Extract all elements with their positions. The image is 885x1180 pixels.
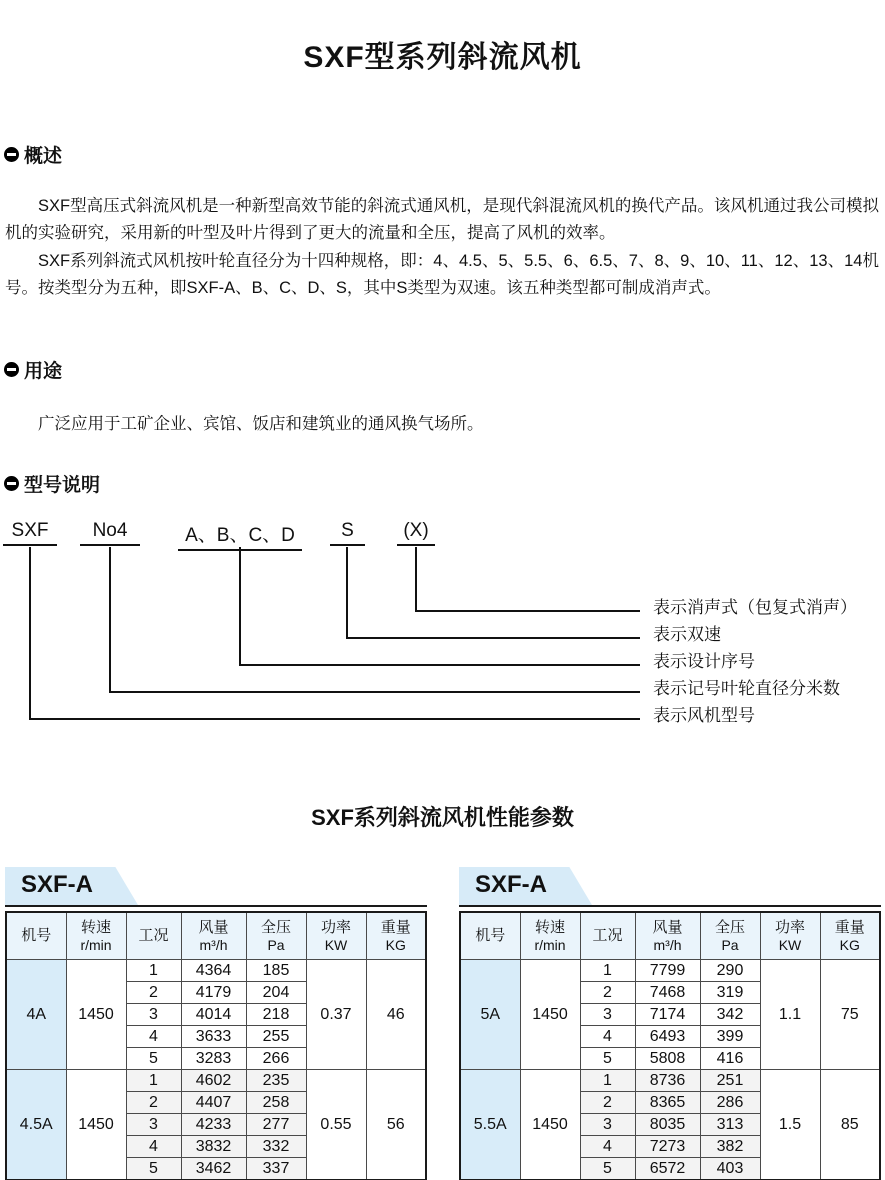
performance-title: SXF系列斜流风机性能参数	[311, 805, 574, 831]
weight-cell: 56	[366, 1070, 426, 1180]
header-row	[6, 912, 426, 960]
performance-table	[5, 911, 427, 1180]
pressure-cell: 290	[700, 960, 760, 982]
flow-cell: 4407	[181, 1092, 246, 1114]
diagram-vline	[415, 547, 417, 611]
col-header-condition: 工况	[580, 912, 635, 960]
section-heading-label: 用途	[24, 361, 63, 382]
diagram-vline	[239, 547, 241, 665]
col-header-speed: 转速 r/min	[520, 912, 580, 960]
pressure-cell: 235	[246, 1070, 306, 1092]
flow-cell: 4602	[181, 1070, 246, 1092]
condition-cell: 1	[126, 1070, 181, 1092]
flow-cell: 7174	[635, 1004, 700, 1026]
flow-cell: 8365	[635, 1092, 700, 1114]
condition-cell: 3	[580, 1004, 635, 1026]
flow-cell: 3633	[181, 1026, 246, 1048]
section-heading-model	[4, 470, 100, 497]
model-token-speed: S	[330, 520, 365, 546]
col-header-condition: 工况	[126, 912, 181, 960]
pressure-cell: 332	[246, 1136, 306, 1158]
col-header-power: 功率 KW	[306, 912, 366, 960]
diagram-label-dual-speed: 表示双速	[653, 625, 721, 644]
condition-cell: 4	[126, 1026, 181, 1048]
section-heading-label: 型号说明	[24, 475, 101, 496]
condition-cell: 1	[580, 960, 635, 982]
condition-cell: 2	[126, 1092, 181, 1114]
condition-cell: 2	[580, 1092, 635, 1114]
col-header-flow: 风量 m³/h	[181, 912, 246, 960]
condition-cell: 4	[580, 1026, 635, 1048]
table-row	[460, 1070, 880, 1092]
speed-cell: 1450	[520, 960, 580, 1070]
diagram-vline	[346, 547, 348, 638]
pressure-cell: 277	[246, 1114, 306, 1136]
diagram-label-silencer: 表示消声式（包复式消声）	[653, 598, 857, 617]
diagram-label-design-no: 表示设计序号	[653, 652, 755, 671]
section-heading-label: 概述	[24, 146, 63, 167]
model-token-size: No4	[80, 520, 140, 546]
col-header-pressure: 全压 Pa	[700, 912, 760, 960]
flow-cell: 4364	[181, 960, 246, 982]
power-cell: 0.37	[306, 960, 366, 1070]
condition-cell: 5	[126, 1158, 181, 1180]
section-heading-overview	[4, 141, 62, 168]
pressure-cell: 313	[700, 1114, 760, 1136]
flow-cell: 7273	[635, 1136, 700, 1158]
flow-cell: 4014	[181, 1004, 246, 1026]
flow-cell: 6493	[635, 1026, 700, 1048]
pressure-cell: 342	[700, 1004, 760, 1026]
minus-circle-icon	[4, 147, 19, 162]
pressure-cell: 218	[246, 1004, 306, 1026]
model-token-silencer: (X)	[397, 520, 435, 546]
diagram-label-fan-model: 表示风机型号	[653, 706, 755, 725]
pressure-cell: 403	[700, 1158, 760, 1180]
condition-cell: 3	[580, 1114, 635, 1136]
flow-cell: 3283	[181, 1048, 246, 1070]
weight-cell: 75	[820, 960, 880, 1070]
diagram-hline	[109, 691, 640, 693]
condition-cell: 4	[126, 1136, 181, 1158]
condition-cell: 5	[126, 1048, 181, 1070]
power-cell: 1.1	[760, 960, 820, 1070]
model-cell: 5A	[460, 960, 520, 1070]
flow-cell: 7468	[635, 982, 700, 1004]
pressure-cell: 266	[246, 1048, 306, 1070]
performance-table	[459, 911, 881, 1180]
pressure-cell: 258	[246, 1092, 306, 1114]
flow-cell: 4179	[181, 982, 246, 1004]
diagram-hline	[239, 664, 640, 666]
header-row	[460, 912, 880, 960]
table-row	[6, 1070, 426, 1092]
pressure-cell: 399	[700, 1026, 760, 1048]
model-token-series: SXF	[3, 520, 57, 546]
condition-cell: 1	[580, 1070, 635, 1092]
flow-cell: 4233	[181, 1114, 246, 1136]
col-header-weight: 重量 KG	[366, 912, 426, 960]
pressure-cell: 319	[700, 982, 760, 1004]
pressure-cell: 382	[700, 1136, 760, 1158]
flow-cell: 6572	[635, 1158, 700, 1180]
flow-cell: 7799	[635, 960, 700, 982]
col-header-model: 机号	[460, 912, 520, 960]
pressure-cell: 251	[700, 1070, 760, 1092]
speed-cell: 1450	[66, 960, 126, 1070]
banner-rule	[5, 905, 427, 907]
flow-cell: 3462	[181, 1158, 246, 1180]
diagram-hline	[29, 718, 640, 720]
diagram-vline	[109, 547, 111, 692]
table-row	[460, 960, 880, 982]
usage-paragraph: 广泛应用于工矿企业、宾馆、饭店和建筑业的通风换气场所。	[38, 414, 484, 433]
condition-cell: 3	[126, 1004, 181, 1026]
pressure-cell: 204	[246, 982, 306, 1004]
model-token-design: A、B、C、D	[178, 520, 302, 551]
diagram-hline	[346, 637, 640, 639]
condition-cell: 2	[580, 982, 635, 1004]
power-cell: 1.5	[760, 1070, 820, 1180]
speed-cell: 1450	[66, 1070, 126, 1180]
pressure-cell: 337	[246, 1158, 306, 1180]
col-header-power: 功率 KW	[760, 912, 820, 960]
condition-cell: 1	[126, 960, 181, 982]
weight-cell: 46	[366, 960, 426, 1070]
section-heading-usage	[4, 356, 62, 383]
model-cell: 4A	[6, 960, 66, 1070]
flow-cell: 5808	[635, 1048, 700, 1070]
pressure-cell: 255	[246, 1026, 306, 1048]
flow-cell: 3832	[181, 1136, 246, 1158]
pressure-cell: 416	[700, 1048, 760, 1070]
table-banner-label: SXF-A	[21, 871, 93, 898]
table-row	[6, 960, 426, 982]
weight-cell: 85	[820, 1070, 880, 1180]
model-cell: 4.5A	[6, 1070, 66, 1180]
col-header-pressure: 全压 Pa	[246, 912, 306, 960]
model-cell: 5.5A	[460, 1070, 520, 1180]
minus-circle-icon	[4, 362, 19, 377]
col-header-model: 机号	[6, 912, 66, 960]
overview-paragraph-2: SXF系列斜流式风机按叶轮直径分为十四种规格，即：4、4.5、5、5.5、6、6.5、7、8、9、10、11、12、13、14机号。按类型分为五种，即SXF-A、B、C、D、S，其中S类型为双速。该五种类型都可制成消声式。	[5, 251, 879, 297]
diagram-vline	[29, 547, 31, 719]
col-header-weight: 重量 KG	[820, 912, 880, 960]
diagram-hline	[415, 610, 640, 612]
condition-cell: 3	[126, 1114, 181, 1136]
flow-cell: 8035	[635, 1114, 700, 1136]
pressure-cell: 185	[246, 960, 306, 982]
condition-cell: 2	[126, 982, 181, 1004]
minus-circle-icon	[4, 476, 19, 491]
power-cell: 0.55	[306, 1070, 366, 1180]
condition-cell: 5	[580, 1048, 635, 1070]
page-title: SXF型系列斜流风机	[303, 41, 582, 75]
flow-cell: 8736	[635, 1070, 700, 1092]
col-header-flow: 风量 m³/h	[635, 912, 700, 960]
banner-rule	[459, 905, 881, 907]
col-header-speed: 转速 r/min	[66, 912, 126, 960]
overview-paragraph-1: SXF型高压式斜流风机是一种新型高效节能的斜流式通风机，是现代斜混流风机的换代产品。该风机通过我公司模拟机的实验研究，采用新的叶型及叶片得到了更大的流量和全压，提高了风机的效率。	[5, 196, 879, 242]
speed-cell: 1450	[520, 1070, 580, 1180]
condition-cell: 5	[580, 1158, 635, 1180]
pressure-cell: 286	[700, 1092, 760, 1114]
table-banner-label: SXF-A	[475, 871, 547, 898]
diagram-label-impeller-dm: 表示记号叶轮直径分米数	[653, 679, 840, 698]
condition-cell: 4	[580, 1136, 635, 1158]
